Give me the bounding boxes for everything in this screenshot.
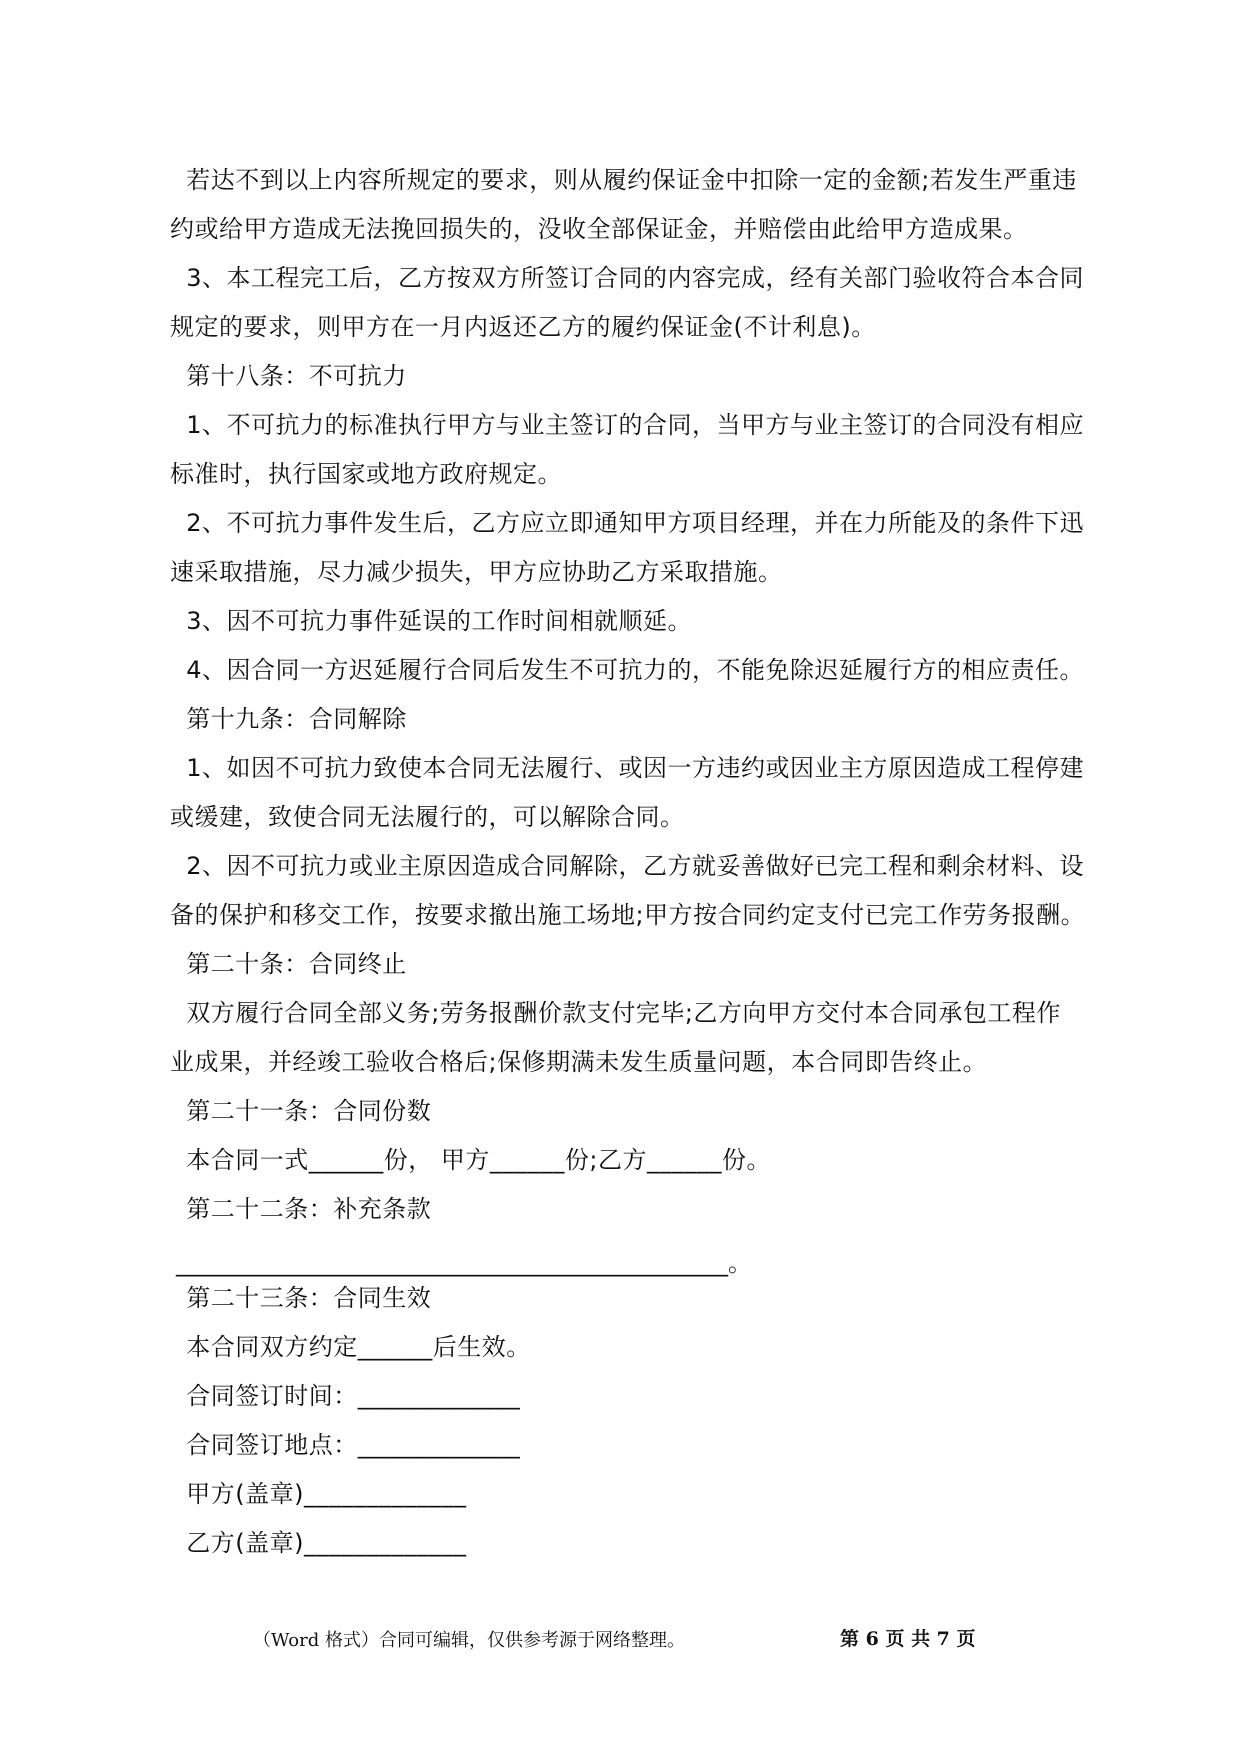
text-line: 本合同双方约定______后生效。: [170, 1333, 531, 1361]
party-a-seal-line: 甲方(盖章)_____________: [170, 1480, 467, 1508]
text-line: 4、因合同一方迟延履行合同后发生不可抗力的，不能免除迟延履行方的相应责任。: [170, 656, 1085, 684]
signing-time-line: 合同签订时间：_____________: [170, 1382, 521, 1410]
text-line: 速采取措施，尽力减少损失，甲方应协助乙方采取措施。: [170, 558, 783, 586]
copies-line: 本合同一式______份， 甲方______份;乙方______份。: [170, 1146, 771, 1174]
section-heading: 第二十三条：合同生效: [170, 1284, 432, 1312]
text-line: 3、因不可抗力事件延误的工作时间相就顺延。: [170, 607, 693, 635]
page-footer: [0, 1626, 1241, 1656]
text-line: 2、因不可抗力或业主原因造成合同解除，乙方就妥善做好已完工程和剩余材料、设: [170, 852, 1085, 880]
text-line: 双方履行合同全部义务;劳务报酬价款支付完毕;乙方向甲方交付本合同承包工程作: [170, 999, 1061, 1027]
text-line: 3、本工程完工后，乙方按双方所签订合同的内容完成，经有关部门验收符合本合同: [170, 264, 1085, 292]
party-b-seal-line: 乙方(盖章)_____________: [170, 1529, 467, 1557]
blank-underline: ______________________________________________。: [176, 1249, 752, 1277]
footer-note: （Word 格式）合同可编辑，仅供参考源于网络整理。: [253, 1630, 685, 1651]
text-line: 标准时，执行国家或地方政府规定。: [170, 460, 562, 488]
section-heading: 第二十一条：合同份数: [170, 1097, 432, 1125]
page-number: 第 6 页 共 7 页: [840, 1628, 976, 1650]
text-line: 1、不可抗力的标准执行甲方与业主签订的合同，当甲方与业主签订的合同没有相应: [170, 411, 1085, 439]
section-heading: 第十九条：合同解除: [170, 705, 407, 733]
text-line: 1、如因不可抗力致使本合同无法履行、或因一方违约或因业主方原因造成工程停建: [170, 754, 1085, 782]
section-heading: 第二十二条：补充条款: [170, 1195, 432, 1223]
text-line: 或缓建，致使合同无法履行的，可以解除合同。: [170, 803, 685, 831]
text-line: 业成果，并经竣工验收合格后;保修期满未发生质量问题，本合同即告终止。: [170, 1048, 988, 1076]
signing-place-line: 合同签订地点：_____________: [170, 1431, 521, 1459]
text-line: 若达不到以上内容所规定的要求，则从履约保证金中扣除一定的金额;若发生严重违: [170, 166, 1077, 194]
text-line: 规定的要求，则甲方在一月内返还乙方的履约保证金(不计利息)。: [170, 313, 876, 341]
text-line: 2、不可抗力事件发生后，乙方应立即通知甲方项目经理，并在力所能及的条件下迅: [170, 509, 1085, 537]
supplementary-clause-blank: [170, 1234, 1090, 1277]
section-heading: 第二十条：合同终止: [170, 950, 407, 978]
text-line: 备的保护和移交工作，按要求撤出施工场地;甲方按合同约定支付已完工作劳务报酬。: [170, 901, 1086, 929]
section-heading: 第十八条：不可抗力: [170, 362, 407, 390]
document-body: [170, 156, 1090, 1568]
text-line: 约或给甲方造成无法挽回损失的，没收全部保证金，并赔偿由此给甲方造成果。: [170, 215, 1028, 243]
